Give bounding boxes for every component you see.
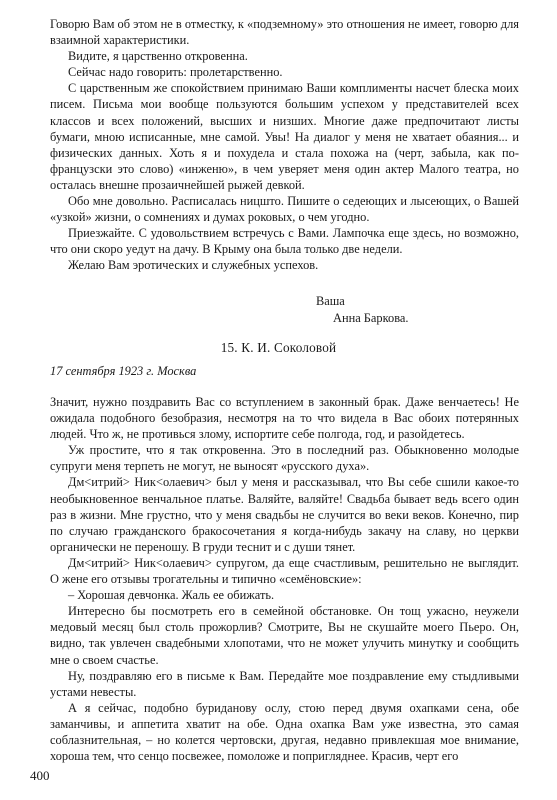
paragraph: Приезжайте. С удовольствием встречусь с Вами. Лампочка еще здесь, но возможно, что они скоро уедут на дачу. В Крыму она была только две недели. (50, 226, 519, 257)
page-number: 400 (30, 768, 50, 783)
signature-closing: Ваша (316, 294, 345, 308)
paragraph: – Хорошая девчонка. Жаль ее обижать. (68, 588, 275, 603)
signature-name: Анна Баркова. (333, 311, 409, 325)
paragraph: Значит, нужно поздравить Вас со вступлением в законный брак. Даже венчаетесь! Не ожидала подобного безобразия, несмотря на то что видела в Вас обоих потерянных людей. Что ж, не противься злому, испортите себе полгода, год, и разойдетесь. (50, 395, 519, 442)
paragraph: Желаю Вам эротических и служебных успехов. (68, 258, 319, 273)
paragraph: Обо мне довольно. Расписалась ницшто. Пишите о седеющих и лысеющих, о Вашей «узкой» жизни, о сомнениях и думах роковых, о чем угодно. (50, 194, 519, 225)
paragraph: С царственным же спокойствием принимаю Ваши комплименты насчет блеска моих писем. Письма мои вообще пользуются большим успехом у представителей всех классов и всех положений, высших и низших. Многие даже предпочитают листы бумаги, мною исписанные, мне самой. Увы! На диалог у меня не хватает обаяния... и физических данных. Хоть я и похудела и стала похожа на (черт, забыла, как по-французски это слово) «инженю», в чем уверяет меня один актер Малого театра, но осталась внешне прозаичнейшей рыжей девкой. (50, 81, 519, 192)
paragraph: Ну, поздравляю его в письме к Вам. Передайте мое поздравление ему стыдливыми устами невесты. (50, 668, 519, 699)
paragraph: Видите, я царственно откровенна. (68, 49, 248, 64)
paragraph: А я сейчас, подобно буриданову ослу, стою перед двумя охапками сена, обе заманчивы, и аппетита хватит на обе. Одна охапка Вам уже известна, это самая соблазнительная, – но колется чертовски, другая, недавно привлекшая мое внимание, хороша тем, что сенцо посвежее, помоложе и попригляднее. Красив, черт его (50, 700, 519, 764)
paragraph: Сейчас надо говорить: пролетарственно. (68, 65, 283, 80)
paragraph: Уж простите, что я так откровенна. Это в последний раз. Обыкновенно молодые супруги меня терпеть не могут, не выносят «русского духа». (50, 443, 519, 474)
paragraph: Дм<итрий> Ник<олаевич> был у меня и рассказывал, что Вы себе сшили какое-то необыкновенное венчальное платье. Валяйте, валяйте! Свадьба бывает ведь всего один раз в жизни. Мне грустно, что у меня свадьбы не случится во веки веков. Конечно, пир по случаю гражданского бракосочетания я когда-нибудь закачу на славу, но церкви органически не переношу. В груди теснит и с души тянет. (50, 475, 519, 554)
letter-dateline: 17 сентября 1923 г. Москва (50, 364, 197, 378)
previous-letter-text (50, 16, 519, 274)
paragraph: Интересно бы посмотреть его в семейной обстановке. Он тощ ужасно, неужели медовый месяц был столь прожорлив? Смотрите, Вы не скушайте моего Пьеро. Он, видно, так увлечен свадебными хлопотами, что не может улучить минутку и сообщить мне о своем счастье. (50, 604, 519, 667)
paragraph: Дм<итрий> Ник<олаевич> супругом, да еще счастливым, решительно не выглядит. О жене его отзывы трогательны и типично «семёновские»: (50, 555, 519, 587)
paragraph: Говорю Вам об этом не в отместку, к «подземному» это отношения не имеет, говорю для взаимной характеристики. (50, 17, 519, 48)
letter-heading: 15. К. И. Соколовой (220, 340, 337, 355)
letter-body-text (50, 394, 519, 764)
